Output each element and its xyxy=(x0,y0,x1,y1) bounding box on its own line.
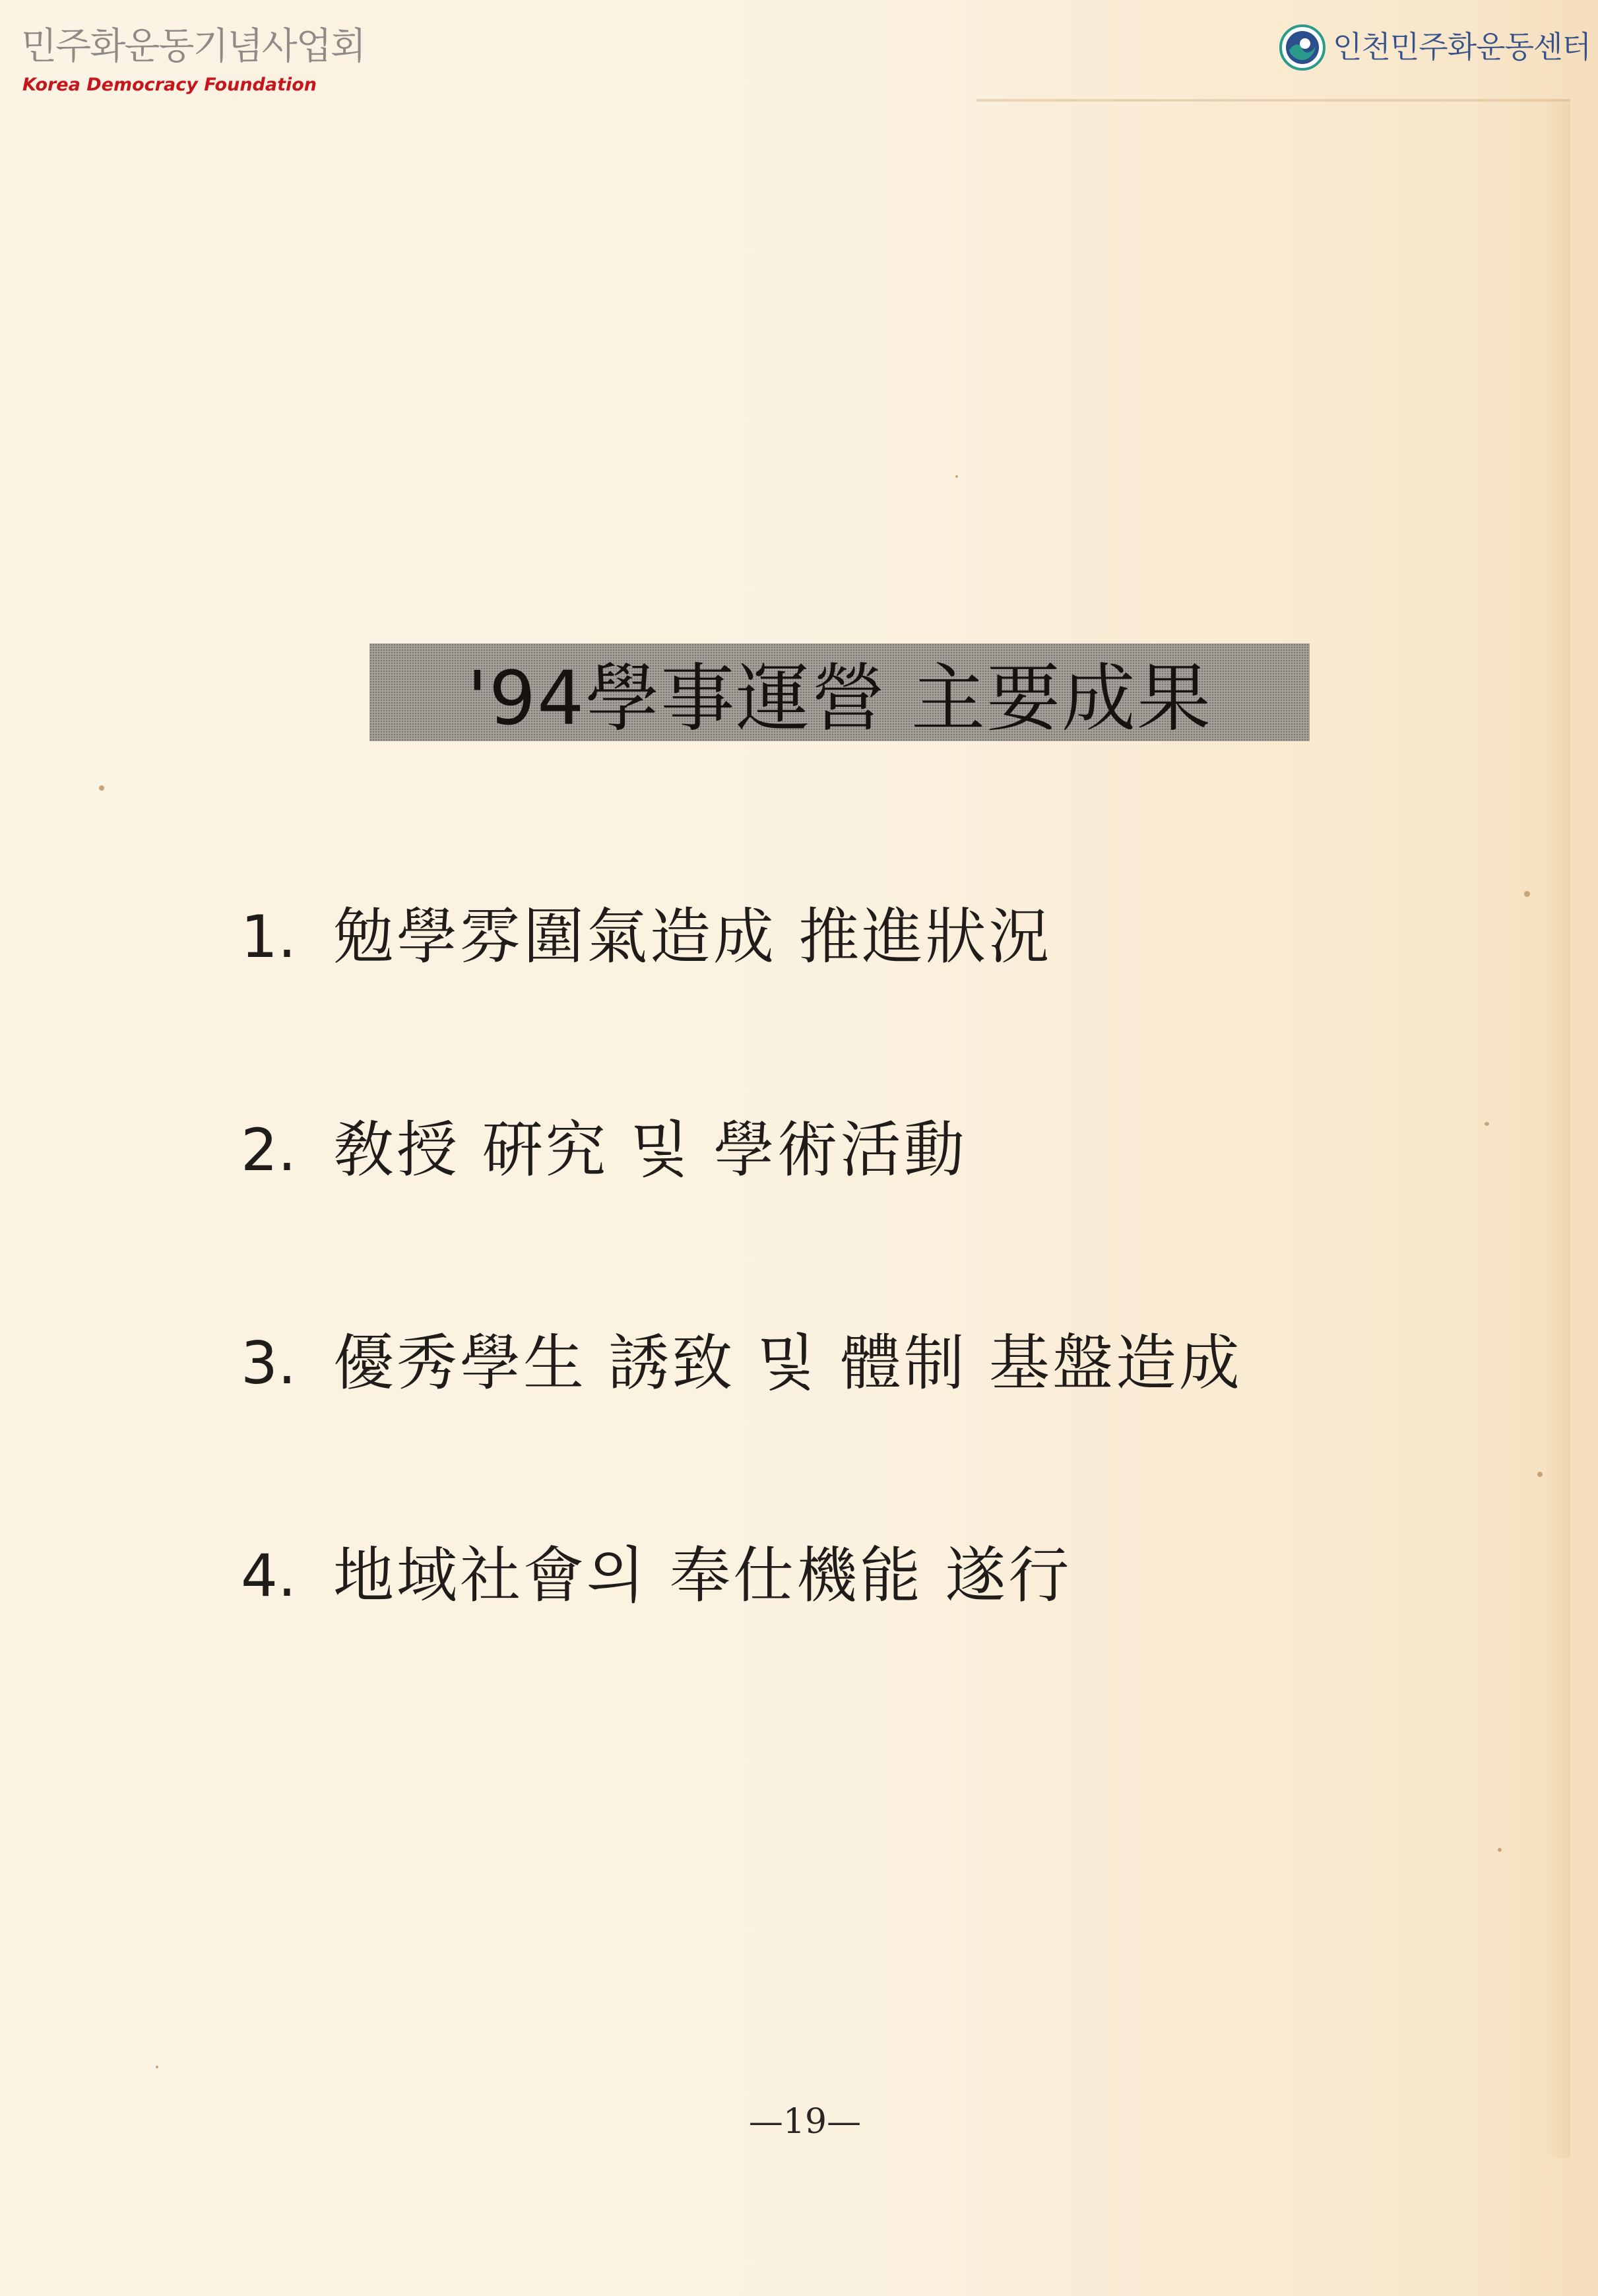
list-item xyxy=(241,1111,1494,1190)
page-top-edge xyxy=(976,99,1570,102)
list-item-number: 2. xyxy=(241,1116,296,1184)
list-item-text: 優秀學生 誘致 및 體制 基盤造成 xyxy=(333,1328,1242,1398)
korea-democracy-foundation-logo xyxy=(21,24,365,103)
list-item-text: 勉學雰圍氣造成 推進狀況 xyxy=(333,902,1052,972)
list-item-text: 敎授 硏究 및 學術活動 xyxy=(333,1115,967,1185)
list-item xyxy=(241,1324,1494,1403)
list-item-number: 3. xyxy=(241,1329,296,1397)
paper-speck xyxy=(1524,891,1530,897)
paper-speck xyxy=(1485,1122,1489,1126)
paper-speck xyxy=(156,2066,158,2068)
circular-wave-emblem-icon xyxy=(1279,24,1326,71)
list-item-number: 4. xyxy=(241,1542,296,1610)
list-item xyxy=(241,1536,1494,1616)
list-item-text: 地域社會의 奉仕機能 遂行 xyxy=(333,1540,1072,1611)
list-item-number: 1. xyxy=(241,903,296,971)
page-shadow-edge xyxy=(1547,99,1570,2158)
paper-speck xyxy=(955,475,958,478)
incheon-democracy-center-logo xyxy=(1279,24,1591,70)
page-number: —19— xyxy=(748,2102,862,2142)
title-banner xyxy=(369,643,1310,741)
kdf-logo-english: Korea Democracy Foundation xyxy=(22,75,317,95)
list-item xyxy=(241,898,1494,977)
paper-speck xyxy=(1537,1472,1543,1477)
icdc-logo-name: 인천민주화운동센터 xyxy=(1333,29,1591,65)
paper-speck xyxy=(99,785,104,791)
kdf-logo-korean: 민주화운동기념사업회 xyxy=(21,25,365,68)
page-title: '94學事運營 主要成果 xyxy=(467,655,1212,742)
paper-speck xyxy=(1498,1848,1502,1852)
